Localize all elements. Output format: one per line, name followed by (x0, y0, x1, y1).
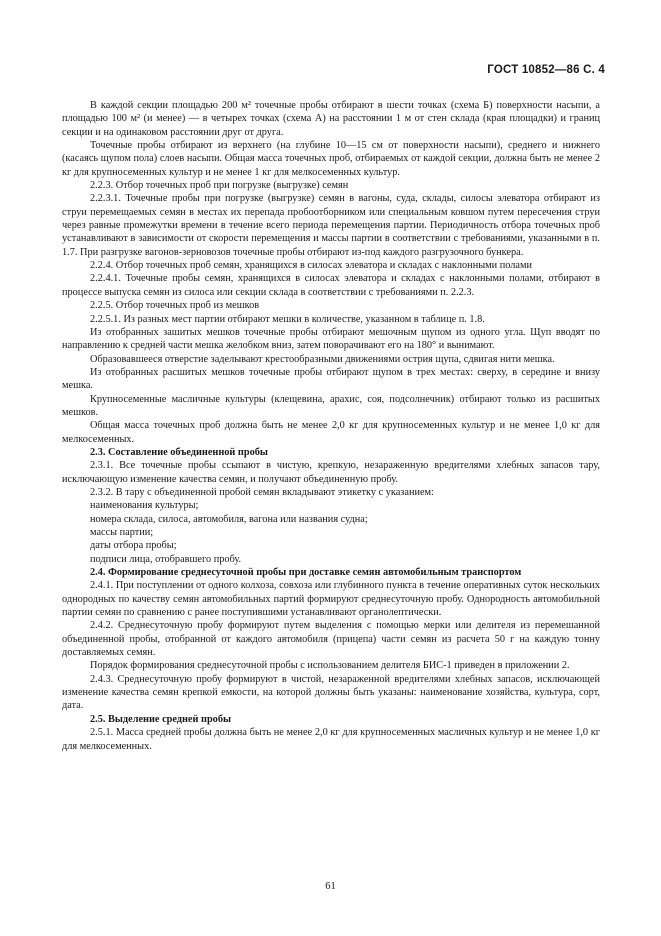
section-heading: 2.5. Выделение средней пробы (90, 713, 232, 725)
section-heading: 2.4. Формирование среднесуточной пробы при доставке семян автомобильным транспортом (90, 567, 522, 579)
list-item: номера склада, силоса, автомобиля, вагона или названия судна; (90, 513, 368, 525)
section-heading: 2.3. Составление объединенной пробы (90, 446, 268, 458)
paragraph: 2.4.3. Среднесуточную пробу формируют в чистой, незараженной вредителями хлебных запасов, исключающей изменение качества семян крепкой емкости, на которой должны быть указаны: наименование хозяйства, культура, сорт, дата. (62, 673, 600, 712)
paragraph: 2.5.1. Масса средней пробы должна быть не менее 2,0 кг для крупносеменных масличных культур и не менее 1,0 кг для мелкосеменных. (62, 727, 600, 752)
paragraph: 2.2.5.1. Из разных мест партии отбирают мешки в количестве, указанном в таблице п. 1.8. (90, 313, 485, 325)
paragraph: 2.4.1. При поступлении от одного колхоза, совхоза или глубинного пункта в течение оперативных суток нескольких однородных по качеству семян автомобильных партий формируют среднесуточную пробу. Однородность автомобильной партии семян по сравнению с ранее поступившими устанавливают органолептически. (62, 580, 600, 619)
paragraph: Общая масса точечных проб должна быть не менее 2,0 кг для крупносеменных культур и не менее 1,0 кг для мелкосеменных. (62, 420, 600, 445)
paragraph: 2.2.4. Отбор точечных проб семян, хранящихся в силосах элеватора и складах с наклонными полами (90, 260, 532, 272)
paragraph: Из отобранных расшитых мешков точечные пробы отбирают щупом в трех местах: сверху, в середине и внизу мешка. (62, 366, 600, 392)
paragraph: 2.2.3. Отбор точечных проб при погрузке (выгрузке) семян (90, 180, 349, 192)
paragraph: Порядок формирования среднесуточной пробы с использованием делителя БИС-1 приведен в приложении 2. (90, 660, 570, 672)
paragraph: В каждой секции площадью 200 м² точечные пробы отбирают в шести точках (схема Б) поверхности насыпи, а площадью 100 м² (и менее) — в четырех точках (схема А) на расстоянии 1 м от стен склада (края площадки) и границ секции и на одинаковом расстоянии друг от друга. (62, 100, 600, 138)
list-item: подписи лица, отобравшего пробу. (90, 553, 242, 565)
paragraph: 2.3.2. В тару с объединенной пробой семян вкладывают этикетку с указанием: (90, 486, 434, 498)
paragraph: 2.2.4.1. Точечные пробы семян, хранящихся в силосах элеватора и складах с наклонными полами, отбирают в процессе выпуска семян из силоса или секции склада в соответствии с требованиями п. 2.2.3. (62, 273, 600, 298)
page-header: ГОСТ 10852—86 С. 4 (487, 64, 605, 76)
paragraph: Крупносеменные масличные культуры (клещевина, арахис, соя, подсолнечник) отбирают только из расшитых мешков. (62, 393, 600, 418)
page-number: 61 (325, 881, 336, 892)
list-item: даты отбора пробы; (90, 540, 177, 552)
paragraph: 2.3.1. Все точечные пробы ссыпают в чистую, крепкую, незараженную вредителями хлебных запасов тару, исключающую изменение качества семян, и получают объединенную пробу. (62, 460, 600, 485)
paragraph: Точечные пробы отбирают из верхнего (на глубине 10—15 см от поверхности насыпи), среднего и нижнего (касаясь щупом пола) слоев насыпи. Общая масса точечных проб, отбираемых от каждой секции, должна быть не менее 2 кг для крупносеменных культур и не менее 1 кг для мелкосеменных культур. (62, 140, 600, 178)
list-item: наименования культуры; (90, 500, 199, 512)
paragraph: 2.2.3.1. Точечные пробы при погрузке (выгрузке) семян в вагоны, суда, склады, силосы элеватора отбирают из струи перемещаемых семян в местах их перепада пробоотборником или специальным ковшом путем пересечения струи через равные промежутки времени в течение всего периода перемещения партии. Периодичность отбора точечных проб устанавливают в зависимости от скорости перемещения и массы партии в соответствии с требованиями, указанными в п. 1.7. При разгрузке вагонов-зерновозов точечные пробы отбирают из-под каждого разгрузочного бункера. (62, 193, 600, 258)
paragraph: Образовавшееся отверстие заделывают крестообразными движениями острия щупа, сдвигая нити мешка. (90, 353, 555, 365)
paragraph: 2.2.5. Отбор точечных проб из мешков (90, 300, 260, 312)
paragraph: Из отобранных зашитых мешков точечные пробы отбирают мешочным щупом из одного угла. Щуп вводят по направлению к средней части мешка желобком вниз, затем поворачивают его на 180° и вынимают. (62, 326, 600, 352)
list-item: массы партии; (90, 527, 154, 538)
paragraph: 2.4.2. Среднесуточную пробу формируют путем выделения с помощью мерки или делителя из перемешанной объединенной пробы, отобранной от каждого автомобиля (прицепа) части семян из расчета 50 г на каждую тонну доставляемых семян. (62, 620, 600, 659)
document-body (62, 99, 600, 753)
